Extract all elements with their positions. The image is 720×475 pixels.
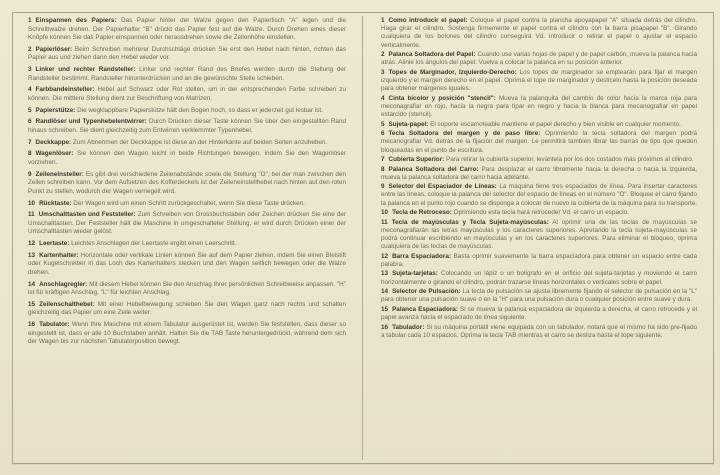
item-text: Al oprimir una de las teclas de mayúsculas se meconagrafiarán las letras mayúsculas y los caracteres superiores. Apretando la tecla sujeta-mayúsculas se podrá continuar escribiendo en mayúsculas y en los caracteres superiores. Para eliminar el bloqueo, oprima cualquiera de las teclas de mayúsculas. bbox=[381, 218, 697, 251]
item-title: Cinta bicolor y posición "stencil": bbox=[388, 94, 496, 102]
item-text: Wenn Ihre Maschine mit einem Tabulator ausgerüstet ist, werden Sie feststellen, dass dieser so eingestellt ist, dass er alle 10 Buchstaben anhält. Halten Sie die TAB Taste heruntergedrückt, während dem sich der Wagen bis zur nächsten Tabulatorposition bewegt. bbox=[28, 321, 346, 346]
item-number: 14 bbox=[28, 280, 36, 288]
item-text: Los topes de marginador se emplearán para fijar el margen izquierdo y el margen derecho en el papel. Oprima el tope de marginador y deslícelo hasta la posición deseada para obtener márgenes iguales. bbox=[381, 68, 697, 93]
item-text: Basta oprimir suavemente la barra espaciadora para obtener un espacio entre cada palabra. bbox=[381, 252, 697, 268]
instruction-item bbox=[28, 171, 346, 197]
item-text: Linker und rechter Rand des Briefes werden durch die Stellung der Randsteller bestimmt. Randsteller hinunterdrücken und an die gewünschte Stelle schieben. bbox=[28, 66, 347, 82]
instruction-item bbox=[381, 270, 697, 286]
german-instructions-column bbox=[28, 17, 346, 350]
item-number: 5 bbox=[28, 106, 32, 114]
item-text: Oprimiendo la tecla soltadora del margen podrá mecanografiar Vd. detrás de la fijación del margen. Le permitirá también librar las barras de tipo que queden bloqueadas en el punto de escritura. bbox=[381, 130, 697, 154]
item-text: Mit einer Hebelbewegung schieben Sie den Wagen ganz nach rechts und schalten gleichzeitig das Papier um eine Zeile weiter. bbox=[28, 300, 346, 317]
item-title: Einspannen des Papiers: bbox=[35, 17, 117, 24]
item-title: Deckkappe: bbox=[35, 138, 72, 146]
item-number: 9 bbox=[381, 183, 385, 191]
item-text: Der Wagen wird um einen Schritt zurückgeschaltet, wenn Sie diese Taste drücken. bbox=[73, 199, 305, 207]
item-title: Sujeta-papel: bbox=[388, 120, 429, 128]
item-number: 15 bbox=[28, 300, 36, 308]
instruction-item bbox=[28, 252, 346, 278]
item-number: 4 bbox=[381, 94, 385, 102]
item-number: 16 bbox=[381, 323, 389, 331]
item-title: Tabulator: bbox=[39, 321, 70, 329]
item-title: Randlöser und Typenhebelentwirrer: bbox=[35, 118, 147, 126]
instruction-item bbox=[28, 86, 346, 103]
item-title: Palanca Soltadora del Papel: bbox=[388, 51, 476, 59]
item-title: Topes de Marginador, Izquierdo-Derecho: bbox=[388, 68, 517, 76]
item-number: 5 bbox=[381, 120, 385, 128]
item-title: Selector del Espaciador de Líneas: bbox=[388, 183, 497, 191]
item-title: Tecla Soltadora del margen y de paso libre: bbox=[388, 130, 541, 138]
item-number: 1 bbox=[28, 17, 32, 24]
item-number: 8 bbox=[381, 165, 385, 173]
item-text: Cuando use varias hojas de papel y de papel carbón, mueva la palanca hacia atrás. Alinie los ángulos del papel. Vuelva a colocar la palanca en su posición anterior. bbox=[381, 51, 698, 67]
item-title: Linker und rechter Randsteller: bbox=[35, 66, 136, 74]
item-number: 7 bbox=[381, 156, 385, 164]
item-text: Leichtes Anschlagen der Leertaste ergibt einen Leerschritt. bbox=[71, 240, 237, 248]
instruction-item bbox=[381, 51, 697, 67]
item-title: Tecla de mayúsculas y Tecla Sujeta-mayúsculas: bbox=[391, 218, 549, 226]
item-number: 4 bbox=[28, 86, 32, 94]
item-title: Leertaste: bbox=[39, 240, 70, 248]
item-number: 7 bbox=[28, 138, 32, 146]
instruction-item bbox=[381, 69, 697, 94]
item-title: Farbbandeinsteller: bbox=[35, 86, 95, 94]
item-number: 13 bbox=[381, 270, 389, 278]
item-title: Palanca Soltadora del Carro: bbox=[388, 165, 479, 173]
item-text: Horizontale oder vertikale Linien können Sie auf dem Papier ziehen, indem Sie einen Bleistift oder Kugelschreiber in das Loch des Kartenhalters stecken und den Wagen seitlich bewegen oder die Walze drehen. bbox=[28, 251, 347, 276]
item-text: Das Papier hinter der Walze gegen den Papiertisch "A" legen und die Schreibwalze drehen. Der Papierhalter "B" drückt das Papier fest auf die Walze. Durch Drehen eines dieser Knöpfe können Sie das Papier einspannen oder herausdrehen sowie die Zeilenhöhe einstellen. bbox=[28, 17, 346, 42]
item-number: 2 bbox=[28, 45, 32, 53]
item-title: Selector de Pulsación: bbox=[392, 288, 461, 296]
instruction-item bbox=[28, 17, 346, 43]
item-text: Si su máquina portátil viene equipada con un tabulador, notará que el mismo ha sido pre-fijado a tabular cada 10 espacios. Oprima la tecla TAB mientras el carro se desliza hasta el tope siguiente. bbox=[381, 323, 697, 339]
instruction-item bbox=[28, 118, 346, 135]
instruction-item bbox=[381, 253, 697, 269]
item-text: Para desplazar el carro libremente hacia la derecha o hacia la izquierda, mueva la palanca soltadora del carro hacia adelante. bbox=[381, 165, 698, 181]
item-title: Papierstütze: bbox=[35, 106, 76, 114]
item-text: Zum Abnehmen der Deckkappe ist diese an der Hinterkante auf beiden Seiten anzuheben. bbox=[72, 138, 328, 146]
instruction-item bbox=[381, 183, 697, 208]
item-title: Anschlagregler: bbox=[39, 280, 88, 288]
item-title: Zeileneinsteller: bbox=[35, 170, 84, 178]
instruction-item bbox=[381, 17, 697, 50]
item-text: Mueva la palanquita del cambio de color hacia la marca roja para meconagrafiar en rojo, hacia la negra para tipar en negro y hacia la blanca para mecanografiar en papel estarcido (stencil). bbox=[381, 94, 697, 119]
item-number: 12 bbox=[381, 252, 389, 260]
item-title: Como introducir el papel: bbox=[388, 17, 468, 24]
item-number: 16 bbox=[28, 321, 36, 329]
item-number: 9 bbox=[28, 170, 32, 178]
item-number: 13 bbox=[28, 251, 36, 259]
item-text: Zum Schreiben von Grossbuchstaben oder Zeichen drücken Sie eine der Umschalttasten. Der Feststeller hält die Maschine in umgeschalteter Stellung, er wird durch Drücken einer der Umschalttasten wieder gelöst. bbox=[28, 211, 347, 236]
instruction-item bbox=[381, 209, 697, 217]
column-divider bbox=[362, 16, 363, 460]
instruction-item bbox=[28, 66, 346, 83]
item-number: 3 bbox=[28, 66, 32, 74]
item-text: Sie können den Wagen leicht in beide Richtungen bewegen, indem Sie den Wagenlöser vorziehen. bbox=[28, 150, 346, 166]
instruction-item bbox=[28, 240, 346, 249]
spanish-instructions-column bbox=[381, 17, 697, 341]
instruction-item bbox=[381, 121, 697, 129]
item-number: 2 bbox=[381, 51, 385, 59]
item-number: 3 bbox=[381, 68, 385, 76]
item-title: Barra Espaciadora: bbox=[392, 252, 451, 260]
item-title: Palanca Espaciadora: bbox=[392, 305, 458, 313]
instruction-item bbox=[28, 107, 346, 116]
instruction-item bbox=[28, 301, 346, 318]
instruction-item bbox=[28, 211, 346, 237]
item-number: 11 bbox=[381, 218, 388, 226]
item-text: Durch Drücken dieser Taste können Sie über den eingestellten Rand hinaus schreiben. Sie dient gleichzeitig zum Entwirren verklemmter Typenhebel. bbox=[28, 118, 347, 134]
item-number: 6 bbox=[28, 118, 32, 126]
instruction-item bbox=[381, 306, 697, 322]
item-title: Wagenlöser: bbox=[35, 150, 74, 158]
item-title: Tabulador: bbox=[392, 323, 425, 331]
item-text: Die wegklappbare Papierstütze hält den Bogen hoch, so dass er jederzeit gut lesbar ist. bbox=[77, 106, 323, 114]
item-title: Umschalttasten und Feststeller: bbox=[38, 211, 136, 219]
item-title: Cubierta Superior: bbox=[388, 156, 445, 164]
instruction-item bbox=[381, 288, 697, 304]
item-title: Zeilenschalthebel: bbox=[39, 300, 95, 308]
item-number: 15 bbox=[381, 305, 389, 313]
item-title: Kartenhalter: bbox=[39, 251, 79, 259]
item-number: 10 bbox=[381, 209, 389, 217]
item-number: 10 bbox=[28, 199, 36, 207]
item-text: La máquina tiene tres espaciados de línea. Para insertar caracteres entre las líneas, coloque la palanca del selector del espacio de líneas en el número "O". Bloquee el carro fijando la palanca en el punto rojo cuando se disponga a colocar de nuevo la cubierta de la máquina para su transporte. bbox=[381, 183, 698, 207]
item-text: Mit diesem Hebel können Sie den Anschlag Ihrer persönlichen Schreibweise anpassen. "H" ist für kräftigen Anschlag, "L" für leichten Anschlag. bbox=[28, 280, 346, 297]
instruction-item bbox=[381, 324, 697, 340]
instruction-item bbox=[381, 219, 697, 252]
item-text: Coloque el papel contra la plancha apoyapapel "A" situada detrás del cilindro. Haga girar el cilindro. Sostenga firmemente el papel contra el cilindro con la barra pisapapel "B". Girando cualquiera de los botones del cilindro conseguirá Vd. introducir o retirar el papel o ajustar el espacio verticalmente. bbox=[381, 17, 697, 49]
item-title: Rücktaste: bbox=[39, 199, 72, 207]
item-number: 1 bbox=[381, 17, 385, 24]
item-text: El soporte escamoteable mantiene el papel derecho y bien visible en cualquier momento. bbox=[430, 120, 681, 128]
item-text: Para retirar la cubierta superior, levántela por los dos costados más próximos al cilindro. bbox=[446, 156, 694, 164]
instruction-item bbox=[28, 150, 346, 167]
item-number: 8 bbox=[28, 150, 32, 158]
instruction-item bbox=[381, 156, 697, 164]
item-text: Si se mueva la palanca espaciadora de izquierda a derecha, el carro retrocede y el papel avanza hacia el espaciado de línea siguiente. bbox=[381, 305, 698, 322]
instruction-item bbox=[381, 166, 697, 182]
item-title: Sujeta-tarjetas: bbox=[392, 270, 438, 278]
instruction-item bbox=[381, 95, 697, 120]
item-number: 11 bbox=[28, 211, 35, 219]
instruction-item bbox=[28, 281, 346, 298]
item-text: Beim Schreiben mehrerer Durchschläge drücken Sie erst den Hebel nach hinten, richten das Papier aus und ziehen dann den Hebel wieder vor. bbox=[28, 45, 346, 62]
instruction-item bbox=[381, 130, 697, 155]
item-text: Hebel auf Schwarz oder Rot stellen, um in der entsprechenden Farbe schreiben zu können. Die mittlere Stellung dient zur Beschriftung von Matrizen. bbox=[28, 86, 346, 102]
item-text: Colocando un lápiz o un bolígrafo en el orificio del sujeta-tarjetas y moviendo el carro horizontalmente o girando el cilindro, podrán trazarse líneas horizontales o verticales sobre el papel. bbox=[381, 270, 697, 286]
instruction-item bbox=[28, 46, 346, 63]
item-number: 14 bbox=[381, 288, 389, 296]
instruction-item bbox=[28, 139, 346, 148]
item-text: La tecla de pulsación se ajusta libremente fijando el selector de pulsación en la "L" para obtener una pulsación suave o en la "H" para una pulsación dura o cualquier posición entre suave y dura. bbox=[381, 288, 698, 304]
item-title: Tecla de Retroceso: bbox=[392, 209, 452, 217]
item-number: 6 bbox=[381, 130, 385, 138]
item-title: Papierlöser: bbox=[35, 45, 73, 53]
item-text: Es gibt drei verschiedene Zeilenabstände sowie die Stellung "O", bei der man zwischen den Zeilen schreiben kann. Vor dem Aufsetzen des Kofferdeckels ist der Zeileneinstellhebel nach hinten auf den roten Punkt zu stellen, wodurch der Wagen verriegelt wird. bbox=[28, 170, 347, 195]
instruction-item bbox=[28, 321, 346, 347]
instruction-item bbox=[28, 200, 346, 209]
item-number: 12 bbox=[28, 240, 36, 248]
item-text: Oprimiendo esta tecla hará retroceder Vd. el carro un espacio. bbox=[453, 209, 629, 217]
